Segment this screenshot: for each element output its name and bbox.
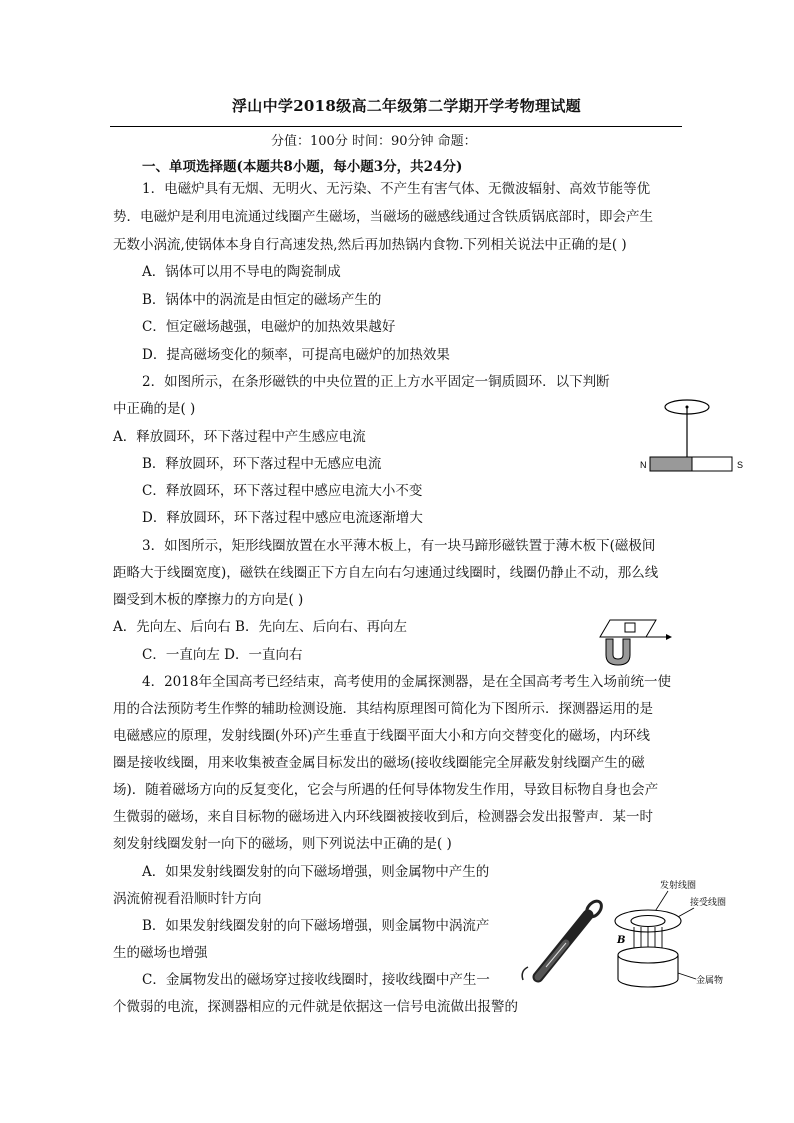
q2-option-c: C．释放圆环，环下落过程中感应电流大小不变 <box>142 483 423 499</box>
q1-option-c: C．恒定磁场越强，电磁炉的加热效果越好 <box>142 319 396 335</box>
q2-line-1: 2．如图所示，在条形磁铁的中央位置的正上方水平固定一铜质圆环．以下判断 <box>142 374 610 390</box>
receive-coil-label: 接受线圈 <box>690 898 727 908</box>
q4-option-b-line-2: 生的磁场也增强 <box>113 945 208 961</box>
q3-line-1: 3．如图所示，矩形线圈放置在水平薄木板上，有一块马蹄形磁铁置于薄木板下(磁极间 <box>142 538 656 554</box>
q3-options-row-1: A．先向左、后向右 B．先向左、后向右、再向左 <box>113 619 407 635</box>
q1-option-d: D．提高磁场变化的频率，可提高电磁炉的加热效果 <box>142 347 450 363</box>
q4-option-a-line-2: 涡流俯视看沿顺时针方向 <box>113 891 262 907</box>
q1-option-a: A．锅体可以用不导电的陶瓷制成 <box>142 264 341 280</box>
arrow-head-icon <box>666 634 672 640</box>
exam-info: 分值：100分 时间：90分钟 命题： <box>271 134 477 149</box>
q3-line-3: 圈受到木板的摩擦力的方向是( ) <box>113 592 304 608</box>
q2-figure <box>640 395 750 480</box>
q4-line-5: 场)．随着磁场方向的反复变化，它会与所遇的任何导体物发生作用，导致目标物自身也会产 <box>113 782 659 798</box>
q4-line-1: 4．2018年全国高考已经结束，高考使用的金属探测器，是在全国高考考生入场前统一使 <box>142 674 671 690</box>
q4-line-6: 生微弱的磁场，来自目标物的磁场进入内环线圈被接收到后，检测器会发出报警声．某一时 <box>113 809 653 825</box>
q4-line-3: 电磁感应的原理，发射线圈(外环)产生垂直于线圈平面大小和方向交替变化的磁场，内环线 <box>113 728 651 744</box>
q2-option-a: A．释放圆环，环下落过程中产生感应电流 <box>113 429 366 445</box>
q3-line-2: 距略大于线圈宽度)，磁铁在线圈正下方自左向右匀速通过线圈时，线圈仍静止不动，那么线 <box>113 565 659 581</box>
q4-line-4: 圈是接收线圈，用来收集被查金属目标发出的磁场(接收线圈能完全屏蔽发射线圈产生的磁 <box>113 755 645 771</box>
q3-options-row-2: C．一直向左 D．一直向右 <box>142 647 303 663</box>
detector-schematic <box>608 875 773 990</box>
q4-option-c-line-1: C．金属物发出的磁场穿过接收线圈时，接收线圈中产生一 <box>142 972 490 988</box>
q1-line-2: 势．电磁炉是利用电流通过线圈产生磁场，当磁场的磁感线通过含铁质锅底部时，即会产生 <box>113 209 653 225</box>
q4-option-b-line-1: B．如果发射线圈发射的向下磁场增强，则金属物中涡流产 <box>142 918 490 934</box>
transmit-coil-label: 发射线圈 <box>660 881 697 891</box>
magnet-s-label: S <box>737 460 744 470</box>
q2-option-d: D．释放圆环，环下落过程中感应电流逐渐增大 <box>142 510 423 526</box>
q1-line-3: 无数小涡流,使锅体本身自行高速发热,然后再加热锅内食物.下列相关说法中正确的是( ) <box>113 237 627 253</box>
q2-line-2: 中正确的是( ) <box>113 401 196 417</box>
q2-option-b: B．释放圆环，环下落过程中无感应电流 <box>142 456 382 472</box>
q4-line-7: 刻发射线圈发射一向下的磁场，则下列说法中正确的是( ) <box>113 836 452 852</box>
q4-option-c-line-2: 个微弱的电流，探测器相应的元件就是依据这一信号电流做出报警的 <box>113 999 518 1015</box>
field-b-label: B <box>617 935 626 946</box>
horseshoe-magnet <box>606 639 630 665</box>
q4-line-2: 用的合法预防考生作弊的辅助检测设施．其结构原理图可简化为下图所示．探测器运用的是 <box>113 701 653 717</box>
section-heading: 一、单项选择题(本题共8小题，每小题3分，共24分) <box>142 159 463 175</box>
q3-figure <box>598 615 673 670</box>
page-title: 浮山中学2018级高二年级第二学期开学考物理试题 <box>232 97 581 115</box>
bar-magnet <box>650 457 732 471</box>
q4-option-a-line-1: A．如果发射线圈发射的向下磁场增强，则金属物中产生的 <box>142 864 490 880</box>
q1-option-b: B．锅体中的涡流是由恒定的磁场产生的 <box>142 292 382 308</box>
magnet-n-label: N <box>640 460 647 470</box>
metal-object-label: 金属物 <box>696 976 724 986</box>
title-rule <box>110 126 682 127</box>
metal-object <box>618 947 678 987</box>
q1-line-1: 1．电磁炉具有无烟、无明火、无污染、不产生有害气体、无微波辐射、高效节能等优 <box>142 181 651 197</box>
metal-detector-icon <box>518 895 608 985</box>
